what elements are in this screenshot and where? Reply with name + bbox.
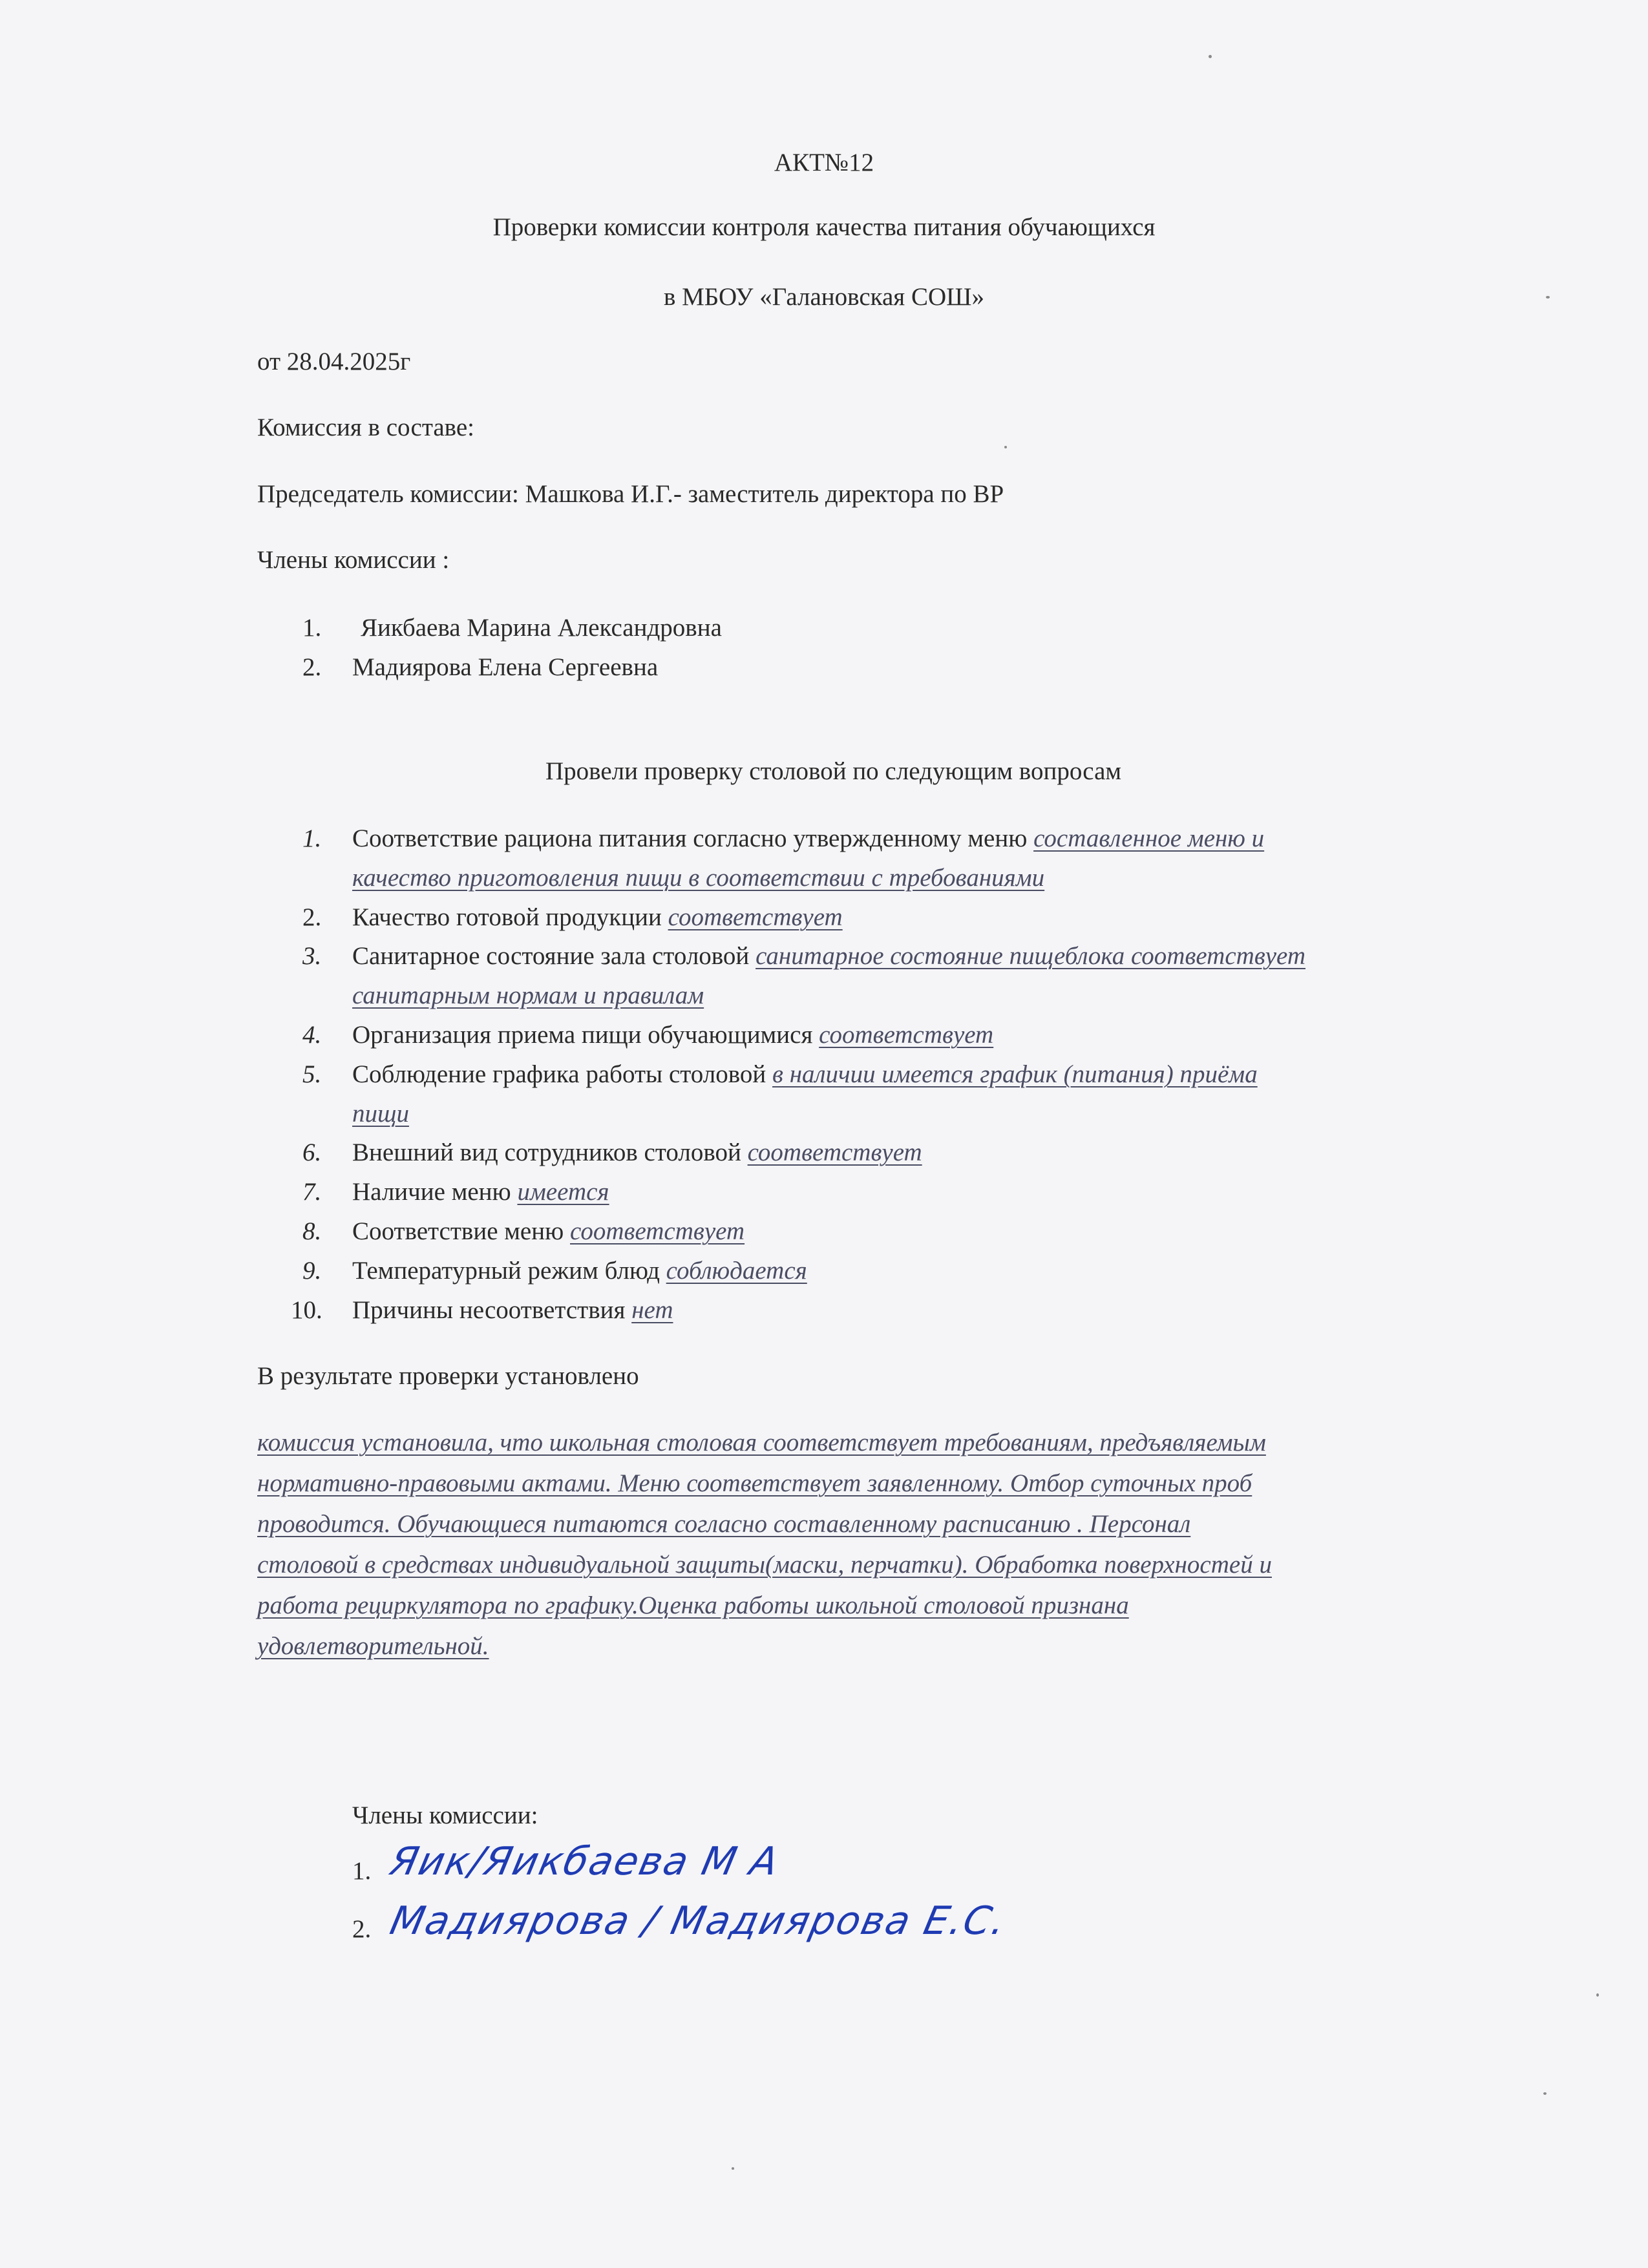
question-label: Санитарное состояние зала столовой [352,942,756,970]
question-answer: соответствует [747,1139,922,1166]
question-number: 2. [302,903,322,931]
question-number: 7. [302,1178,322,1206]
question-row [352,1179,609,1204]
question-number: 10. [291,1296,322,1324]
question-number: 8. [302,1217,322,1245]
scan-speck [1543,2092,1547,2095]
act-subtitle-line2: в МБОУ «Галановская СОШ» [663,283,985,311]
question-answer: санитарное состояние пищеблока соответствует [755,942,1306,970]
member-number: 2. [302,653,322,681]
question-label: Качество готовой продукции [352,903,668,931]
result-line: нормативно-правовыми актами. Меню соответствует заявленному. Отбор суточных проб [257,1469,1252,1497]
question-row [352,1258,807,1283]
member-name: Мадиярова Елена Сергеевна [352,653,659,681]
scan-speck [1209,55,1212,58]
scan-speck [1546,296,1550,299]
result-line: проводится. Обучающиеся питаются согласно составленному расписанию . Персонал [257,1510,1191,1538]
question-row [352,943,1305,969]
handwritten-signature: Яик/Яикбаева М А [386,1839,784,1884]
question-label: Причины несоответствия [352,1296,632,1324]
question-answer-continuation: санитарным нормам и правилам [352,982,704,1009]
act-date: от 28.04.2025г [257,348,411,375]
question-number: 9. [302,1257,322,1285]
question-number: 5. [302,1060,322,1088]
signature-number: 1. [352,1857,372,1885]
question-answer: нет [631,1296,673,1324]
question-label: Организация приема пищи обучающимися [352,1021,819,1049]
question-row-continuation [352,983,704,1008]
question-number: 4. [302,1021,322,1049]
question-answer-continuation: пищи [352,1100,409,1128]
question-row [352,1219,745,1244]
commission-chair: Председатель комиссии: Машкова И.Г.- заместитель директора по ВР [257,480,1004,508]
question-answer: соответствует [668,903,843,931]
scan-speck [732,2167,734,2170]
result-header: В результате проверки установлено [257,1362,639,1390]
question-number: 1. [302,824,322,852]
signatures-header: Члены комиссии: [352,1801,538,1829]
question-label: Соблюдение графика работы столовой [352,1060,773,1088]
question-label: Соответствие рациона питания согласно утвержденному меню [352,824,1034,852]
question-row [352,826,1264,851]
result-line: работа рециркулятора по графику.Оценка работы школьной столовой признана [257,1591,1129,1619]
question-row [352,1022,993,1047]
question-number: 3. [302,942,322,970]
question-row [352,1062,1258,1087]
question-answer: имеется [517,1178,609,1206]
question-number: 6. [302,1139,322,1166]
member-name: Яикбаева Марина Александровна [361,614,722,642]
question-row [352,1297,673,1323]
question-row [352,1140,922,1165]
questions-header: Провели проверку столовой по следующим вопросам [545,757,1122,785]
result-line: столовой в средствах индивидуальной защиты(маски, перчатки). Обработка поверхностей и [257,1551,1272,1579]
question-answer: соблюдается [666,1257,807,1285]
handwritten-signature: Мадиярова / Мадиярова Е.С. [386,1898,1011,1944]
member-number: 1. [302,614,322,642]
question-answer: в наличии имеется график (питания) приёма [772,1060,1258,1088]
question-row-continuation [352,1101,409,1126]
signature-number: 2. [352,1915,372,1943]
members-header: Члены комиссии : [257,546,450,574]
act-subtitle-line1: Проверки комиссии контроля качества питания обучающихся [492,213,1156,241]
act-title: АКТ№12 [774,149,874,176]
question-row-continuation [352,865,1044,890]
scan-speck [1596,1993,1599,1997]
commission-header: Комиссия в составе: [257,414,474,441]
question-label: Наличие меню [352,1178,518,1206]
question-answer: составленное меню и [1033,824,1265,852]
question-label: Соответствие меню [352,1217,571,1245]
question-answer: соответствует [819,1021,994,1049]
question-row [352,905,843,930]
result-line: комиссия установила, что школьная столовая соответствует требованиям, предъявляемым [257,1429,1266,1456]
question-label: Температурный режим блюд [352,1257,666,1285]
question-answer-continuation: качество приготовления пищи в соответствии с требованиями [352,864,1045,892]
result-line: удовлетворительной. [257,1632,489,1660]
scan-speck [1004,446,1007,448]
question-answer: соответствует [570,1217,745,1245]
question-label: Внешний вид сотрудников столовой [352,1139,748,1166]
